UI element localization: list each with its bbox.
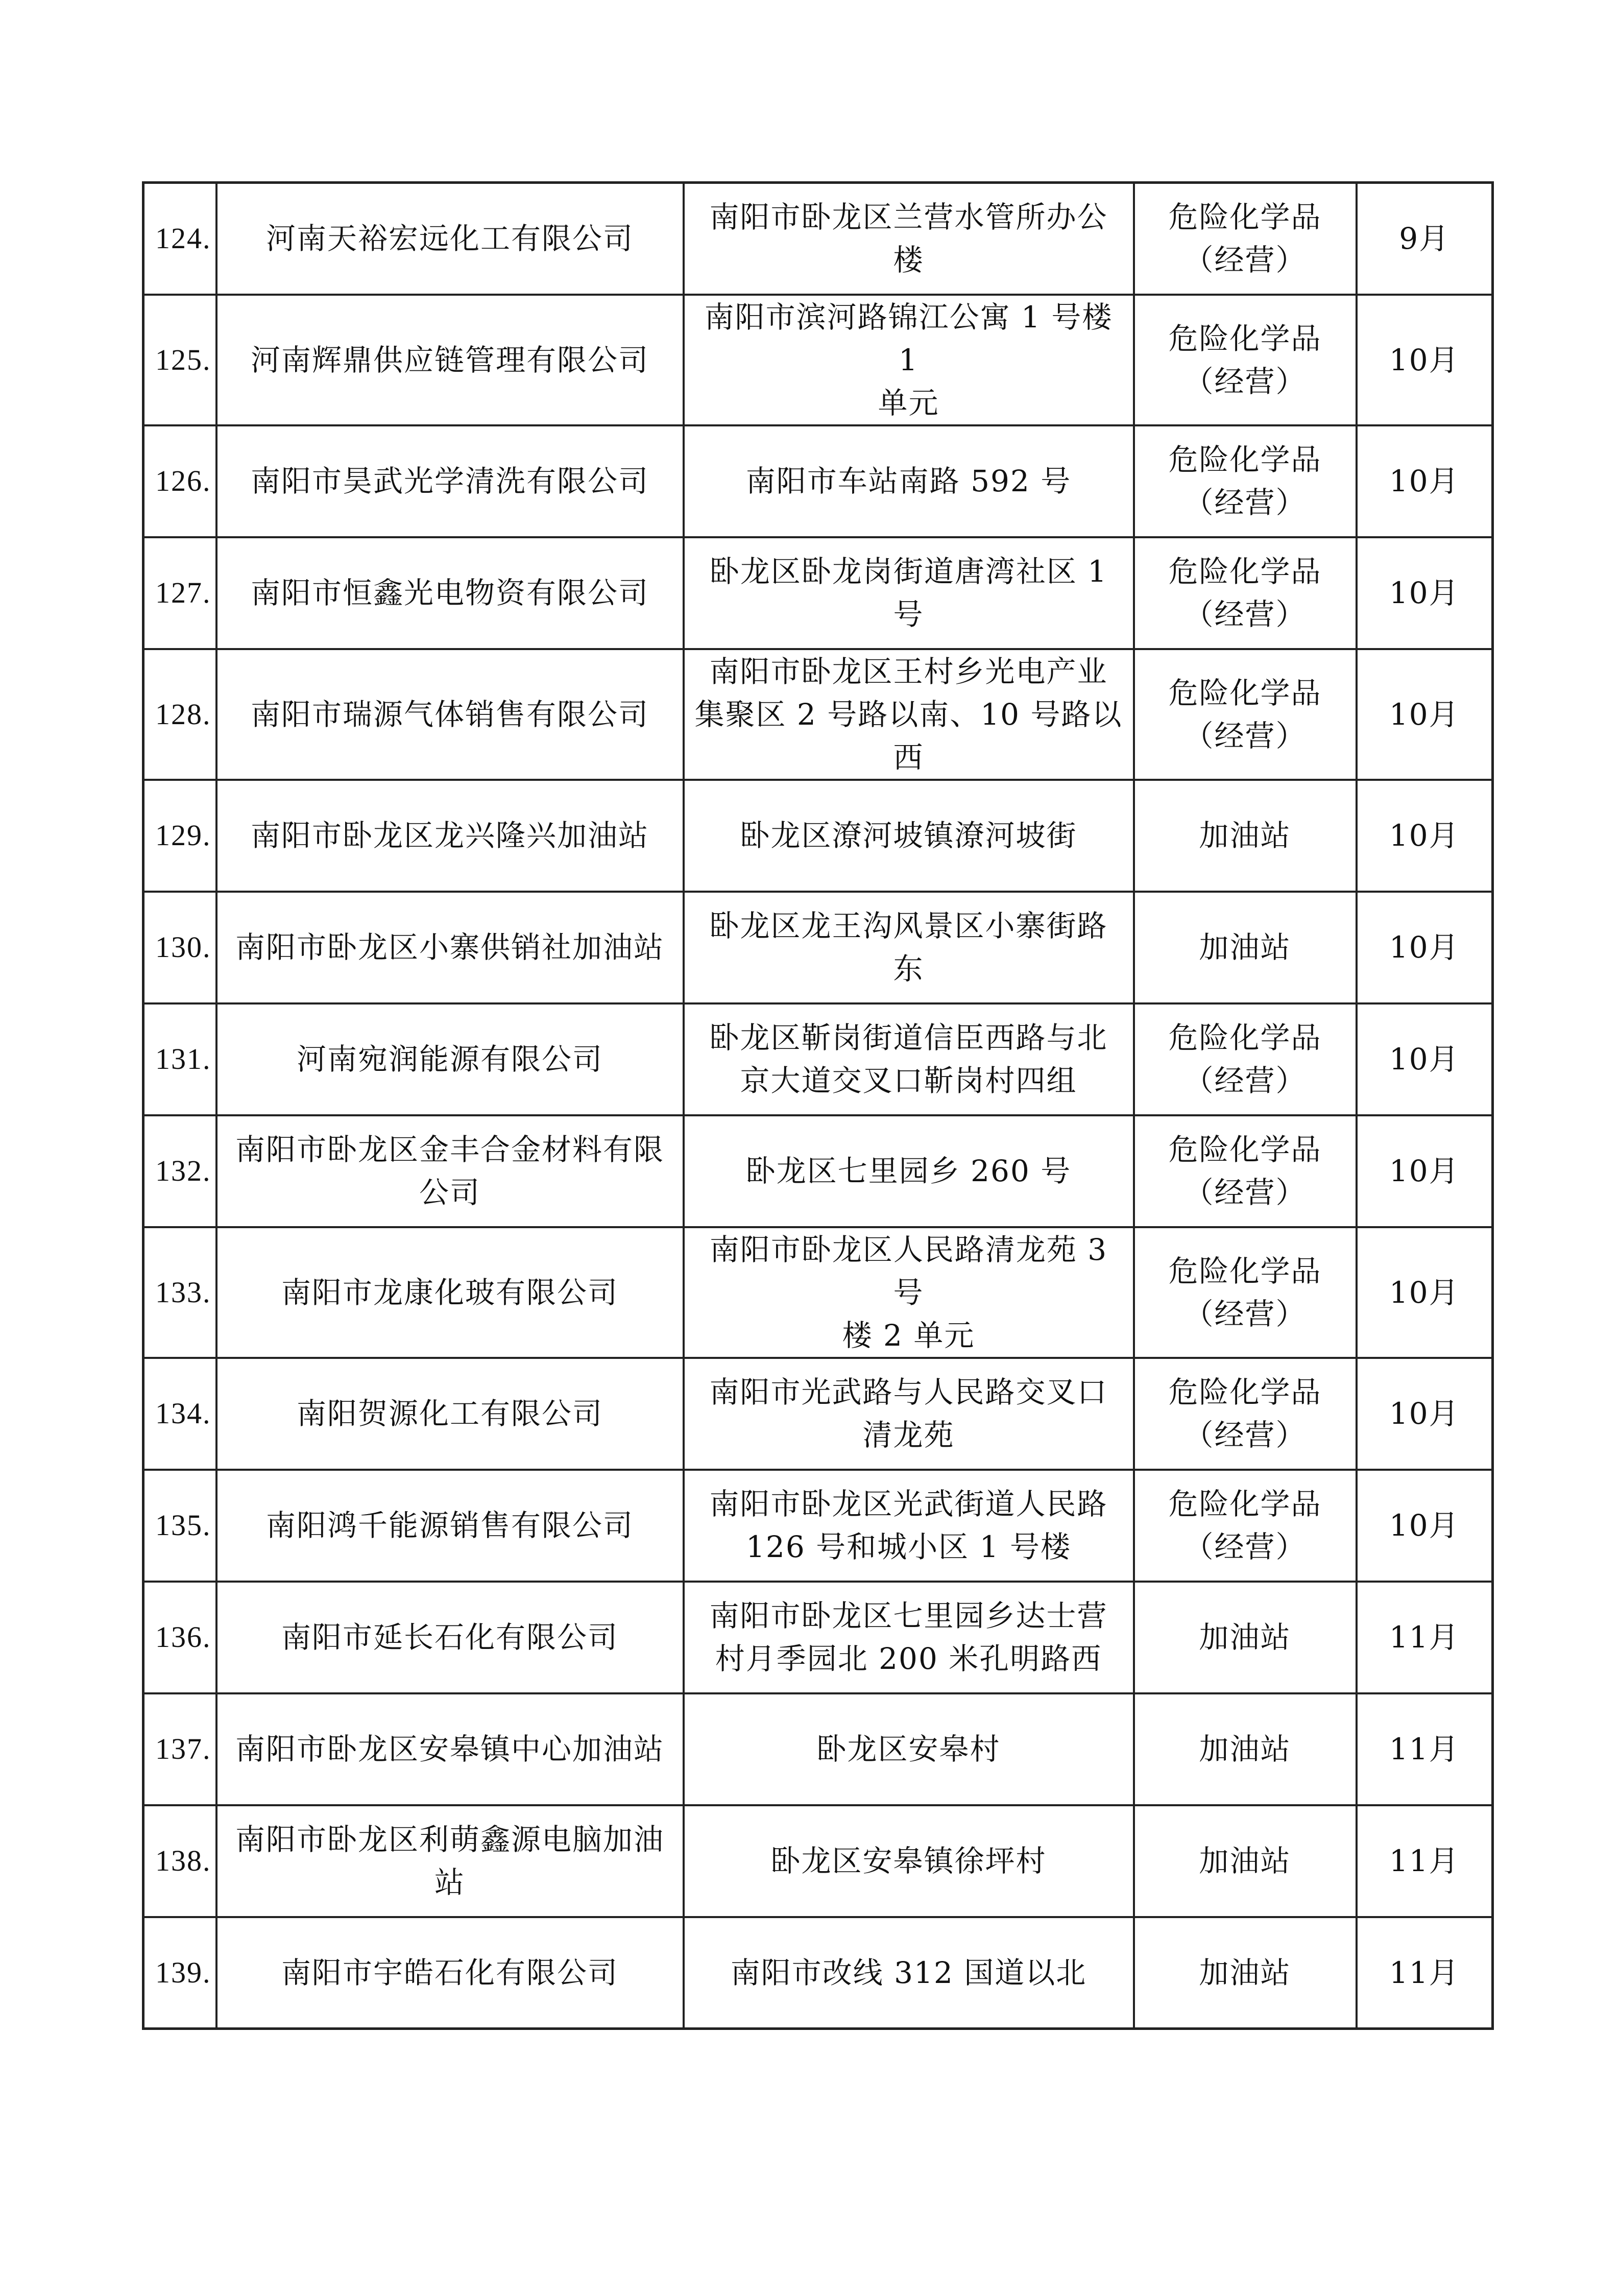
address: 南阳市卧龙区光武街道人民路 126 号和城小区 1 号楼	[709, 1487, 1108, 1564]
table-row	[143, 1805, 1493, 1917]
company-name: 河南辉鼎供应链管理有限公司	[250, 342, 649, 377]
row-number-cell	[143, 1693, 216, 1805]
month-cell	[1357, 1115, 1493, 1227]
row-number: 136.	[155, 1620, 211, 1654]
row-number-cell	[143, 537, 216, 649]
address: 南阳市卧龙区王村乡光电产业 集聚区 2 号路以南、10 号路以西	[694, 654, 1123, 775]
company-name-cell	[216, 1582, 684, 1693]
month: 10月	[1389, 697, 1460, 732]
month-cell	[1357, 1358, 1493, 1470]
month: 10月	[1389, 818, 1460, 853]
address: 卧龙区七里园乡 260 号	[745, 1154, 1072, 1188]
table-row	[143, 1115, 1493, 1227]
month-cell	[1357, 183, 1493, 295]
address-cell	[684, 1470, 1134, 1582]
row-number-cell	[143, 649, 216, 780]
company-name: 南阳市延长石化有限公司	[281, 1620, 618, 1655]
address-cell	[684, 1003, 1134, 1115]
row-number: 125.	[155, 343, 211, 376]
month-cell	[1357, 1693, 1493, 1805]
company-name-cell	[216, 780, 684, 892]
company-name-cell	[216, 892, 684, 1003]
address-cell	[684, 425, 1134, 537]
company-name-cell	[216, 295, 684, 425]
address-cell	[684, 537, 1134, 649]
table-row	[143, 1917, 1493, 2029]
category-cell	[1134, 1805, 1357, 1917]
company-name-cell	[216, 537, 684, 649]
company-name: 南阳鸿千能源销售有限公司	[265, 1508, 634, 1543]
row-number: 129.	[155, 819, 211, 852]
company-name-cell	[216, 425, 684, 537]
row-number-cell	[143, 1917, 216, 2029]
company-name: 南阳市瑞源气体销售有限公司	[250, 697, 649, 732]
category: 危险化学品 （经营）	[1168, 321, 1322, 399]
table-row	[143, 1693, 1493, 1805]
row-number-cell	[143, 1470, 216, 1582]
address: 南阳市滨河路锦江公寓 1 号楼 1 单元	[704, 299, 1113, 420]
company-name: 南阳市卧龙区小寨供销社加油站	[235, 930, 664, 965]
month-cell	[1357, 1582, 1493, 1693]
month-cell	[1357, 1470, 1493, 1582]
company-name-cell	[216, 1003, 684, 1115]
category-cell	[1134, 1917, 1357, 2029]
address: 南阳市卧龙区兰营水管所办公 楼	[709, 200, 1108, 278]
month: 10月	[1389, 576, 1460, 610]
category: 危险化学品 （经营）	[1168, 1487, 1322, 1564]
address: 南阳市卧龙区人民路清龙苑 3 号 楼 2 单元	[709, 1232, 1108, 1353]
month-cell	[1357, 1917, 1493, 2029]
category: 加油站	[1199, 818, 1291, 853]
row-number-cell	[143, 1358, 216, 1470]
row-number: 131.	[155, 1042, 211, 1075]
category-cell	[1134, 1693, 1357, 1805]
row-number: 130.	[155, 930, 211, 964]
table-row	[143, 780, 1493, 892]
company-name: 南阳市卧龙区利萌鑫源电脑加油 站	[235, 1822, 664, 1900]
row-number: 132.	[155, 1154, 211, 1187]
month-cell	[1357, 780, 1493, 892]
address-cell	[684, 183, 1134, 295]
row-number-cell	[143, 1115, 216, 1227]
address: 卧龙区靳岗街道信臣西路与北 京大道交叉口靳岗村四组	[709, 1020, 1108, 1098]
row-number-cell	[143, 1582, 216, 1693]
address: 南阳市光武路与人民路交叉口 清龙苑	[709, 1375, 1108, 1452]
table-row	[143, 1582, 1493, 1693]
table-row	[143, 1003, 1493, 1115]
company-name-cell	[216, 183, 684, 295]
month: 10月	[1389, 1275, 1460, 1310]
row-number: 133.	[155, 1275, 211, 1309]
row-number: 138.	[155, 1844, 211, 1877]
month: 11月	[1389, 1732, 1460, 1766]
company-name-cell	[216, 1470, 684, 1582]
category: 加油站	[1199, 930, 1291, 965]
month: 11月	[1389, 1620, 1460, 1655]
month: 10月	[1389, 1508, 1460, 1543]
address: 南阳市改线 312 国道以北	[730, 1955, 1087, 1990]
company-name: 南阳市恒鑫光电物资有限公司	[250, 576, 649, 610]
month-cell	[1357, 892, 1493, 1003]
month: 10月	[1389, 342, 1460, 377]
category-cell	[1134, 1358, 1357, 1470]
category: 加油站	[1199, 1732, 1291, 1766]
row-number-cell	[143, 425, 216, 537]
row-number: 127.	[155, 576, 211, 609]
address: 卧龙区潦河坡镇潦河坡街	[740, 818, 1077, 853]
category: 危险化学品 （经营）	[1168, 1020, 1322, 1098]
category: 加油站	[1199, 1844, 1291, 1878]
address-cell	[684, 1693, 1134, 1805]
month-cell	[1357, 537, 1493, 649]
month-cell	[1357, 649, 1493, 780]
row-number-cell	[143, 780, 216, 892]
company-name-cell	[216, 1805, 684, 1917]
company-name-cell	[216, 649, 684, 780]
row-number: 126.	[155, 464, 211, 497]
company-name: 南阳市卧龙区安皋镇中心加油站	[235, 1732, 664, 1766]
table-row	[143, 1358, 1493, 1470]
row-number-cell	[143, 183, 216, 295]
table-row	[143, 425, 1493, 537]
address-cell	[684, 1115, 1134, 1227]
category-cell	[1134, 183, 1357, 295]
category: 危险化学品 （经营）	[1168, 675, 1322, 753]
company-name: 南阳市昊武光学清洗有限公司	[250, 464, 649, 498]
enterprise-table	[142, 181, 1494, 2030]
category-cell	[1134, 1227, 1357, 1358]
category: 危险化学品 （经营）	[1168, 200, 1322, 278]
category-cell	[1134, 295, 1357, 425]
month: 10月	[1389, 930, 1460, 965]
address-cell	[684, 1805, 1134, 1917]
month: 11月	[1389, 1955, 1460, 1990]
company-name: 南阳市卧龙区金丰合金材料有限 公司	[235, 1132, 664, 1210]
address-cell	[684, 295, 1134, 425]
table-row	[143, 1227, 1493, 1358]
month: 9月	[1399, 221, 1450, 256]
row-number: 135.	[155, 1509, 211, 1542]
category-cell	[1134, 1003, 1357, 1115]
table-row	[143, 183, 1493, 295]
address-cell	[684, 1917, 1134, 2029]
category-cell	[1134, 1470, 1357, 1582]
row-number: 137.	[155, 1732, 211, 1765]
category: 危险化学品 （经营）	[1168, 1253, 1322, 1331]
row-number-cell	[143, 1227, 216, 1358]
month: 11月	[1389, 1844, 1460, 1878]
category-cell	[1134, 1582, 1357, 1693]
company-name: 南阳市龙康化玻有限公司	[281, 1275, 618, 1310]
row-number-cell	[143, 892, 216, 1003]
row-number-cell	[143, 1805, 216, 1917]
month: 10月	[1389, 1042, 1460, 1077]
month: 10月	[1389, 464, 1460, 498]
company-name: 河南天裕宏远化工有限公司	[265, 221, 634, 256]
row-number: 124.	[155, 222, 211, 255]
category-cell	[1134, 1115, 1357, 1227]
month-cell	[1357, 1805, 1493, 1917]
table-row	[143, 1470, 1493, 1582]
address: 卧龙区安皋村	[816, 1732, 1001, 1766]
category: 危险化学品 （经营）	[1168, 1132, 1322, 1210]
company-name-cell	[216, 1917, 684, 2029]
row-number: 134.	[155, 1397, 211, 1430]
table-body	[143, 183, 1493, 2029]
address: 卧龙区卧龙岗街道唐湾社区 1 号	[709, 554, 1108, 632]
address-cell	[684, 1582, 1134, 1693]
category: 危险化学品 （经营）	[1168, 442, 1322, 520]
address: 卧龙区龙王沟风景区小寨街路 东	[709, 908, 1108, 986]
address-cell	[684, 1227, 1134, 1358]
category: 加油站	[1199, 1620, 1291, 1655]
address: 卧龙区安皋镇徐坪村	[770, 1844, 1047, 1878]
row-number: 139.	[155, 1955, 211, 1989]
category-cell	[1134, 780, 1357, 892]
row-number: 128.	[155, 697, 211, 731]
table-row	[143, 295, 1493, 425]
company-name-cell	[216, 1358, 684, 1470]
category: 加油站	[1199, 1955, 1291, 1990]
month-cell	[1357, 1003, 1493, 1115]
category: 危险化学品 （经营）	[1168, 1375, 1322, 1452]
table-row	[143, 537, 1493, 649]
company-name: 南阳贺源化工有限公司	[296, 1396, 603, 1431]
row-number-cell	[143, 1003, 216, 1115]
category-cell	[1134, 892, 1357, 1003]
company-name-cell	[216, 1227, 684, 1358]
address: 南阳市车站南路 592 号	[745, 464, 1072, 498]
table-row	[143, 892, 1493, 1003]
month: 10月	[1389, 1154, 1460, 1188]
month-cell	[1357, 425, 1493, 537]
company-name-cell	[216, 1693, 684, 1805]
address: 南阳市卧龙区七里园乡达士营 村月季园北 200 米孔明路西	[709, 1598, 1108, 1676]
category-cell	[1134, 649, 1357, 780]
month-cell	[1357, 295, 1493, 425]
address-cell	[684, 892, 1134, 1003]
address-cell	[684, 1358, 1134, 1470]
address-cell	[684, 780, 1134, 892]
category-cell	[1134, 425, 1357, 537]
month: 10月	[1389, 1396, 1460, 1431]
address-cell	[684, 649, 1134, 780]
company-name: 南阳市卧龙区龙兴隆兴加油站	[250, 818, 649, 853]
category: 危险化学品 （经营）	[1168, 554, 1322, 632]
company-name-cell	[216, 1115, 684, 1227]
company-name: 河南宛润能源有限公司	[296, 1042, 603, 1077]
category-cell	[1134, 537, 1357, 649]
month-cell	[1357, 1227, 1493, 1358]
company-name: 南阳市宇皓石化有限公司	[281, 1955, 618, 1990]
row-number-cell	[143, 295, 216, 425]
table-row	[143, 649, 1493, 780]
